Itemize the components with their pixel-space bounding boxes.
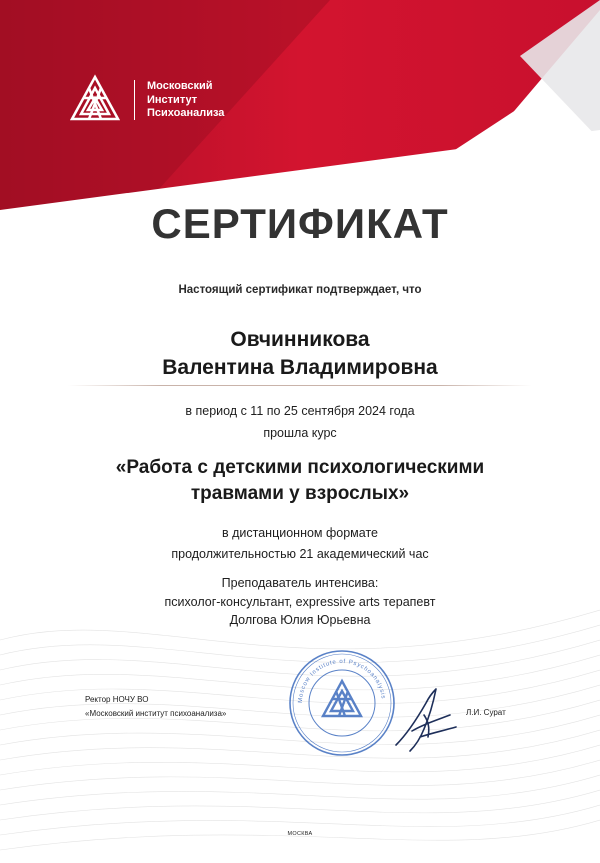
signer-name: Л.И. Сурат <box>466 708 506 717</box>
teacher-name: Долгова Юлия Юрьевна <box>229 613 371 627</box>
rector-institution: «Московский институт психоанализа» <box>85 709 227 718</box>
triangle-logo-icon <box>70 74 120 124</box>
official-stamp-icon <box>287 648 397 758</box>
course-format <box>0 523 600 565</box>
course-format-line: в дистанционном формате <box>222 526 378 540</box>
recipient-surname: Овчинникова <box>230 328 370 351</box>
certificate-subtitle: Настоящий сертификат подтверждает, что <box>178 284 422 296</box>
city-name: МОСКВА <box>287 831 313 837</box>
institute-name <box>147 80 224 121</box>
teacher-heading: Преподаватель интенсива: <box>221 576 379 590</box>
institute-name-line: Психоанализа <box>147 107 225 119</box>
rector-title <box>85 693 226 721</box>
teacher-role: психолог-консультант, expressive arts терапевт <box>164 594 436 609</box>
course-duration-line: продолжительностью 21 академический час <box>171 547 429 561</box>
recipient-name <box>0 326 600 382</box>
teacher-info <box>0 574 600 630</box>
course-title <box>0 455 600 507</box>
recipient-given-names: Валентина Владимировна <box>162 356 438 379</box>
course-passed-text: прошла курс <box>263 426 337 440</box>
name-underline <box>68 385 532 386</box>
rector-signature <box>390 685 470 755</box>
institute-name-line: Институт <box>147 93 198 106</box>
certificate-title: СЕРТИФИКАТ <box>151 200 449 247</box>
course-title-line: травмами у взрослых» <box>190 483 410 504</box>
stamp-ring-text: Moscow Institute of Psychoanalysis <box>297 658 386 704</box>
rector-position: Ректор НОЧУ ВО <box>85 695 149 704</box>
logo-divider <box>134 80 135 120</box>
institute-name-line: Московский <box>147 80 213 92</box>
course-title-line: «Работа с детскими психологическими <box>115 457 485 478</box>
course-period: в период с 11 по 25 сентября 2024 года <box>185 404 415 418</box>
